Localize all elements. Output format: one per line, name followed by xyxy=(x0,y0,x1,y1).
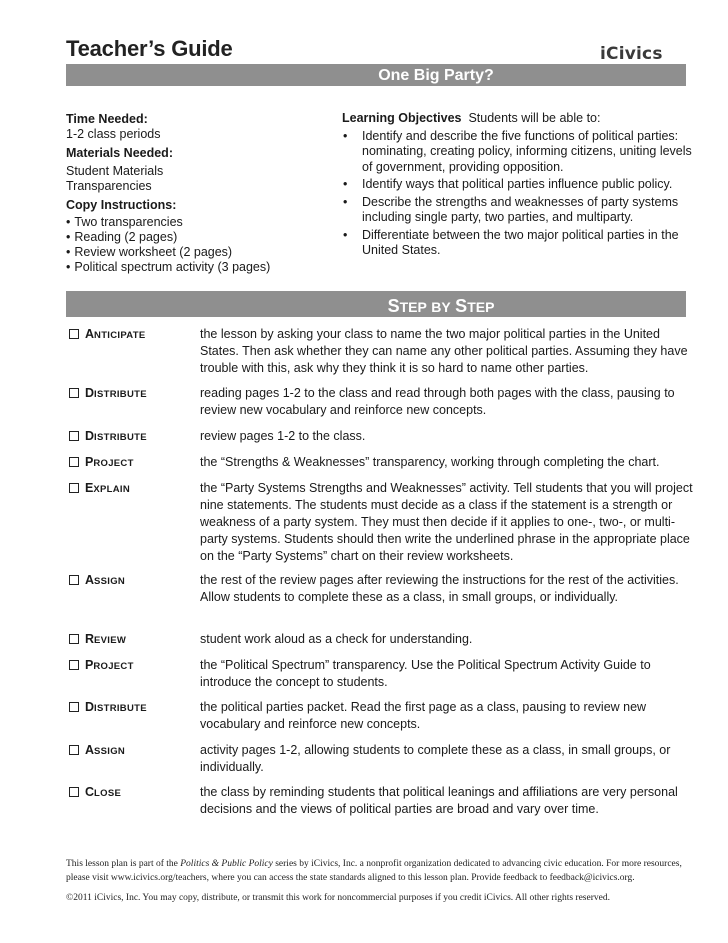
objectives-intro: Students will be able to: xyxy=(468,111,601,125)
step-description: the “Strengths & Weaknesses” transparency, working through completing the chart. xyxy=(200,455,660,469)
materials-item: Student Materials xyxy=(66,164,164,178)
objectives-heading: Learning Objectives xyxy=(342,111,462,125)
checkbox-icon[interactable] xyxy=(69,329,79,339)
objective-item: • Differentiate between the two major political parties in the United States. xyxy=(342,228,692,259)
copy-instructions-heading: Copy Instructions: xyxy=(66,198,177,212)
checkbox-icon[interactable] xyxy=(69,702,79,712)
copy-item: • Reading (2 pages) xyxy=(66,230,326,245)
document-title: Teacher’s Guide xyxy=(66,36,233,61)
checkbox-icon[interactable] xyxy=(69,787,79,797)
step-description: the “Party Systems Strengths and Weaknesses” activity. Tell students that you will project nine statements. The students must decide as a class if the statement is a strength or weakness of a party system. They must then decide if it applies to one-, two-, or multi-party systems. Students should then write the underlined phrase in the appropriate place on the “Party Systems” chart on their review worksheets. xyxy=(200,481,693,563)
step-description: the lesson by asking your class to name the two major political parties in the United States. Then ask whether they can name any other political parties. Assuming they have trouble with this, ask why they think it is so hard to name other parties. xyxy=(200,327,688,375)
step-label: ASSIGN xyxy=(66,572,196,590)
checkbox-icon[interactable] xyxy=(69,483,79,493)
copy-item: • Review worksheet (2 pages) xyxy=(66,245,326,260)
step-label: PROJECT xyxy=(66,454,196,472)
checkbox-icon[interactable] xyxy=(69,660,79,670)
checkbox-icon[interactable] xyxy=(69,457,79,467)
checkbox-icon[interactable] xyxy=(69,745,79,755)
series-name: Politics & Public Policy xyxy=(180,859,273,869)
step-description: the political parties packet. Read the first page as a class, pausing to review new vocabulary and reinforce new concepts. xyxy=(200,700,647,731)
copy-item: • Political spectrum activity (3 pages) xyxy=(66,260,326,275)
step-label: EXPLAIN xyxy=(66,480,196,498)
objective-item: • Identify ways that political parties influence public policy. xyxy=(342,177,692,193)
copy-item: • Two transparencies xyxy=(66,215,326,230)
step-label: DISTRIBUTE xyxy=(66,699,196,717)
step-description: the rest of the review pages after reviewing the instructions for the rest of the activities. Allow students to complete these as a class, in small groups, or individually. xyxy=(200,573,679,604)
step-description: review pages 1-2 to the class. xyxy=(200,429,366,443)
logo-text: iCivics xyxy=(600,44,663,64)
step-description: activity pages 1-2, allowing students to complete these as a class, in small groups, or individually. xyxy=(200,743,671,774)
checkbox-icon[interactable] xyxy=(69,634,79,644)
step-by-step-bar xyxy=(66,291,686,317)
checkbox-icon[interactable] xyxy=(69,575,79,585)
footer xyxy=(66,857,686,905)
step-label: PROJECT xyxy=(66,657,196,675)
objectives-header xyxy=(342,111,692,127)
materials-heading: Materials Needed: xyxy=(66,146,173,160)
step-description: reading pages 1-2 to the class and read through both pages with the class, pausing to review new vocabulary and reinforce new concepts. xyxy=(200,386,675,417)
lesson-title: One Big Party? xyxy=(378,67,494,84)
copy-instructions-list xyxy=(66,215,326,275)
materials-item: Transparencies xyxy=(66,179,152,193)
step-label: DISTRIBUTE xyxy=(66,385,196,403)
step-description: student work aloud as a check for understanding. xyxy=(200,632,473,646)
step-label: REVIEW xyxy=(66,631,196,649)
learning-objectives xyxy=(342,111,692,261)
step-description: the “Political Spectrum” transparency. Use the Political Spectrum Activity Guide to introduce the concept to students. xyxy=(200,658,651,689)
objectives-list xyxy=(342,129,692,259)
objective-item: • Describe the strengths and weaknesses of party systems including single party, two parties, and multiparty. xyxy=(342,195,692,226)
step-label: ANTICIPATE xyxy=(66,326,196,344)
copyright-notice: ©2011 iCivics, Inc. You may copy, distribute, or transmit this work for noncommercial purposes if you credit iCivics. All other rights reserved. xyxy=(66,893,610,903)
lesson-info-column xyxy=(66,112,326,275)
checkbox-icon[interactable] xyxy=(69,388,79,398)
footer-series-note: This lesson plan is part of the Politics & Public Policy series by iCivics, Inc. a nonprofit organization dedicated to advancing civic education. For more resources, please visit www.icivics.org/teachers, where you can access the state standards aligned to this lesson plan. Provide feedback to feedback@icivics.org. xyxy=(66,859,682,883)
time-needed-value: 1-2 class periods xyxy=(66,127,161,141)
time-needed-heading: Time Needed: xyxy=(66,112,148,126)
step-label: ASSIGN xyxy=(66,742,196,760)
step-description: the class by reminding students that political leanings and affiliations are very personal decisions and the views of political parties are broad and vary over time. xyxy=(200,785,678,816)
step-label: DISTRIBUTE xyxy=(66,428,196,446)
checkbox-icon[interactable] xyxy=(69,431,79,441)
step-label: CLOSE xyxy=(66,784,196,802)
step-by-step-heading: STEP BY STEP xyxy=(387,296,495,316)
icivics-logo xyxy=(600,44,663,64)
objective-item: • Identify and describe the five functions of political parties: nominating, creating policy, informing citizens, uniting levels of government, providing opposition. xyxy=(342,129,692,176)
lesson-title-bar xyxy=(66,64,686,86)
